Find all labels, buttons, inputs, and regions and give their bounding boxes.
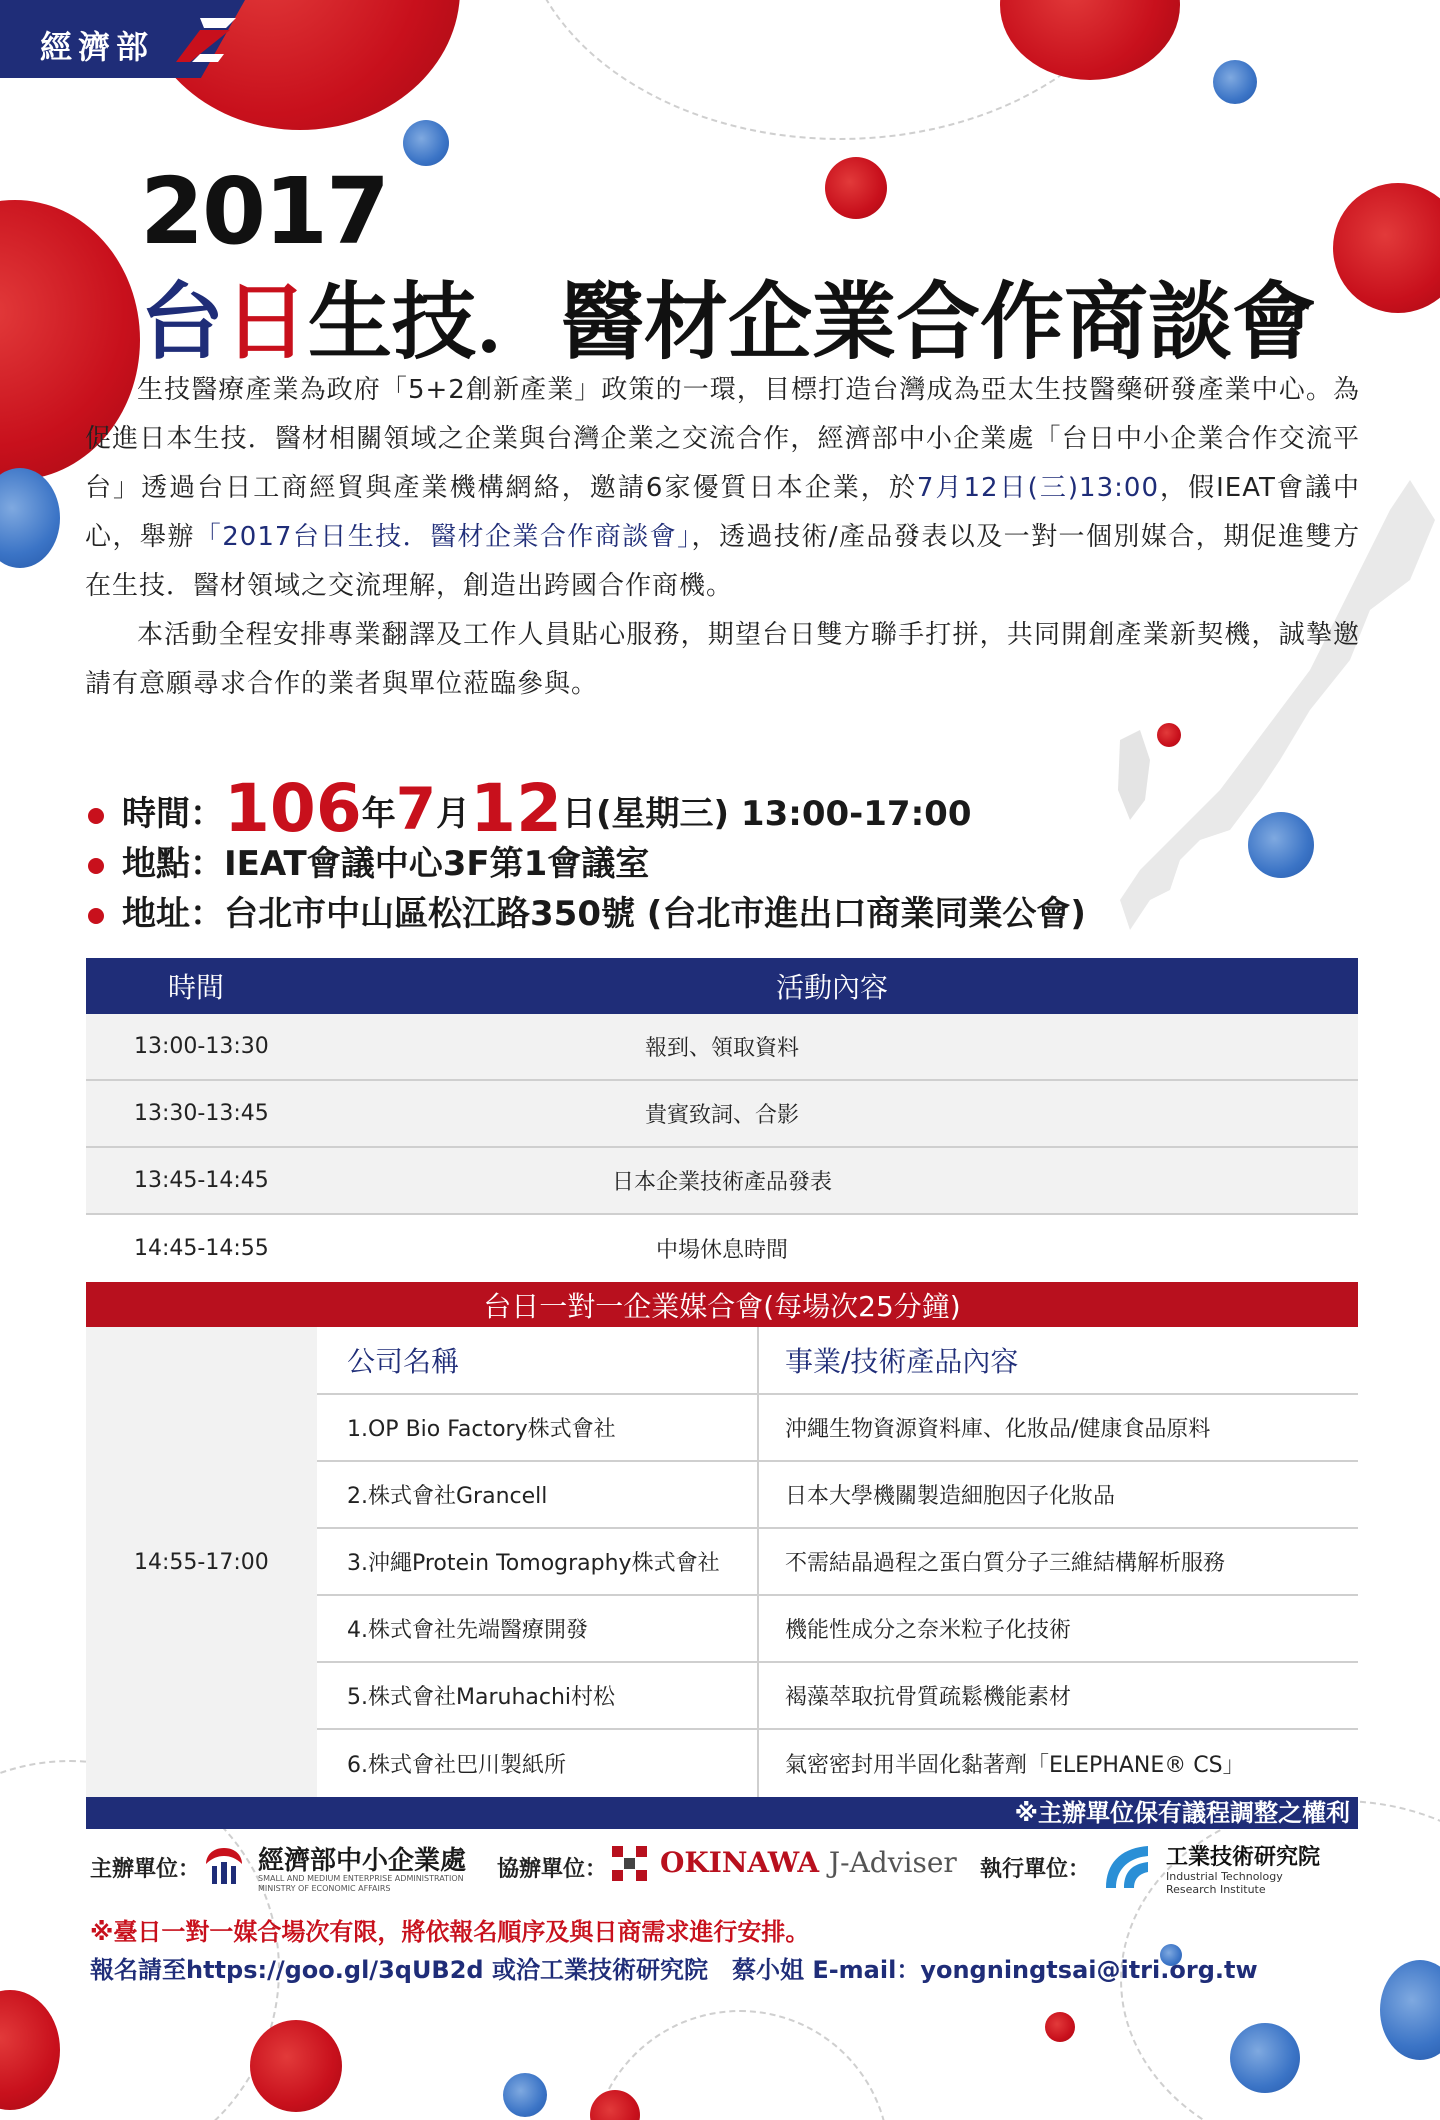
intro-highlight-date: 7月12日(三)13:00: [916, 473, 1159, 503]
co-organizer-label: 協辦單位：: [497, 1857, 608, 1882]
company-product: 氣密密封用半固化黏著劑「ELEPHANE® CS」: [785, 1753, 1245, 1778]
bullet-icon: [88, 908, 104, 924]
company-product: 沖繩生物資源資料庫、化妝品/健康食品原料: [785, 1417, 1211, 1442]
info-time-rest: 日(星期三) 13:00-17:00: [562, 794, 972, 834]
ministry-name: 經濟部: [40, 28, 155, 66]
intro-text-segment: ，假IEAT會議中心，舉辦: [85, 473, 1360, 552]
co-organizer-name: [660, 1846, 957, 1879]
schedule-header-time: 時間: [167, 971, 224, 1004]
host-subtitle: SMALL AND MEDIUM ENTERPRISE ADMINISTRATION MINISTRY OF ECONOMIC AFFAIRS: [258, 1874, 464, 1893]
company-name: 4.株式會社先端醫療開發: [317, 1596, 759, 1661]
info-time-month: 7: [395, 775, 437, 843]
info-place: [88, 836, 649, 885]
company-row: [317, 1529, 1358, 1596]
company-name: 1.OP Bio Factory株式會社: [317, 1395, 759, 1460]
decor-red-dot: [250, 2020, 342, 2112]
decor-red-dot: [1045, 2012, 1075, 2042]
decor-blue-dot: [0, 468, 60, 568]
matching-header-product: 事業/技術產品內容: [785, 1345, 1019, 1378]
decor-blue-dot: [1230, 2023, 1300, 2093]
schedule-table: [86, 958, 1358, 1829]
matching-time: 14:55-17:00: [86, 1327, 317, 1797]
company-name: 3.沖繩Protein Tomography株式會社: [317, 1529, 759, 1594]
intro-text: [85, 366, 1360, 709]
intro-paragraph-1: [85, 366, 1360, 611]
executor-name: 工業技術研究院: [1166, 1845, 1321, 1870]
row-content: 貴賓致詞、合影: [644, 1103, 799, 1128]
company-product: 不需結晶過程之蛋白質分子三維結構解析服務: [785, 1551, 1226, 1576]
info-address: [88, 886, 1086, 935]
schedule-header-content: 活動內容: [775, 971, 888, 1004]
info-time-label: 時間：: [122, 794, 224, 834]
info-time-year-unit: 年: [361, 794, 396, 834]
company-product: 日本大學機關製造細胞因子化妝品: [785, 1484, 1116, 1509]
matching-section: [86, 1327, 1358, 1797]
sme-administration-logo-icon: [198, 1844, 250, 1888]
company-row: [317, 1462, 1358, 1529]
page-title: [140, 255, 1316, 376]
decor-blue-dot: [503, 2073, 547, 2117]
row-content: 日本企業技術產品發表: [611, 1170, 832, 1195]
bullet-icon: [88, 858, 104, 874]
okinawa-logo-icon: [612, 1846, 648, 1882]
company-row: [317, 1596, 1358, 1663]
title-tai: 台: [140, 273, 225, 371]
host-label: 主辦單位：: [90, 1857, 201, 1882]
okinawa-word: OKINAWA: [660, 1846, 820, 1879]
matching-header: [317, 1327, 1358, 1395]
executor-subtitle-line: Industrial Technology: [1166, 1870, 1283, 1883]
title-ri: 日: [224, 273, 309, 371]
info-address-value: 台北市中山區松江路350號 (台北市進出口商業同業公會): [224, 894, 1086, 934]
table-row: [86, 1148, 1358, 1215]
decor-blue-dot: [1213, 60, 1257, 104]
info-place-label: 地點：: [122, 844, 224, 884]
executor-subtitle: [1166, 1870, 1283, 1896]
company-name: 6.株式會社巴川製紙所: [317, 1730, 759, 1797]
matching-table: [317, 1327, 1358, 1797]
company-name: 5.株式會社Maruhachi村松: [317, 1663, 759, 1728]
title-rest: 生技．醫材企業合作商談會: [308, 273, 1317, 371]
matching-banner: 台日一對一企業媒合會(每場次25分鐘): [86, 1282, 1358, 1327]
matching-header-company: 公司名稱: [317, 1327, 759, 1393]
ministry-logo-icon: [170, 14, 240, 66]
itri-logo-icon: [1098, 1842, 1154, 1892]
row-time: 14:45-14:55: [134, 1236, 269, 1261]
intro-text-segment: 生技醫療產業為政府「5+2創新產業」政策的一環，目標打造台灣成為亞太生技醫藥研發產業中心。為促進日本生技．醫材相關領域之企業與台灣企業之交流合作，經濟部中小企業處「台日中小企業合作交流平台」透過台日工商經貿與產業機構網絡，邀請6家優質日本企業，於: [85, 375, 1360, 503]
company-row: [317, 1663, 1358, 1730]
row-content: 中場休息時間: [655, 1238, 788, 1263]
info-place-value: IEAT會議中心3F第1會議室: [224, 844, 650, 884]
intro-paragraph-2: 本活動全程安排專業翻譯及工作人員貼心服務，期望台日雙方聯手打拼，共同開創產業新契機，誠摯邀請有意願尋求合作的業者與單位蒞臨參與。: [85, 620, 1360, 699]
registration-note: 報名請至https://goo.gl/3qUB2d 或洽工業技術研究院 蔡小姐 E-mail：yongningtsai@itri.org.tw: [90, 1956, 1258, 1984]
decor-red-dot: [825, 157, 887, 219]
matching-limit-note: ※臺日一對一媒合場次有限，將依報名順序及與日商需求進行安排。: [90, 1918, 810, 1946]
bullet-icon: [88, 808, 104, 824]
info-time-day: 12: [470, 770, 562, 847]
title-year: 2017: [140, 158, 389, 265]
table-row: [86, 1215, 1358, 1282]
info-time-year: 106: [224, 770, 362, 847]
row-content: 報到、領取資料: [644, 1036, 799, 1061]
host-name: 經濟部中小企業處: [258, 1846, 467, 1876]
info-time-month-unit: 月: [436, 794, 471, 834]
info-address-label: 地址：: [122, 894, 224, 934]
j-adviser-word: J-Adviser: [828, 1846, 957, 1879]
company-name: 2.株式會社Grancell: [317, 1462, 759, 1527]
schedule-footer-note: ※主辦單位保有議程調整之權利: [86, 1797, 1358, 1829]
intro-text-segment: ，透過技術/產品發表以及一對一個別媒合，期促進雙方在生技．醫材領域之交流理解，創造出跨國合作商機。: [85, 522, 1360, 601]
executor-label: 執行單位：: [980, 1857, 1091, 1882]
decor-blue-dot: [403, 120, 449, 166]
company-row: [317, 1730, 1358, 1797]
table-row: [86, 1081, 1358, 1148]
intro-highlight-event: 「2017台日生技．醫材企業合作商談會」: [194, 522, 692, 552]
executor-subtitle-line: Research Institute: [1166, 1883, 1266, 1896]
table-row: [86, 1014, 1358, 1081]
company-product: 褐藻萃取抗骨質疏鬆機能素材: [785, 1685, 1072, 1710]
row-time: 13:00-13:30: [134, 1034, 269, 1059]
schedule-header: [86, 958, 1358, 1014]
company-product: 機能性成分之奈米粒子化技術: [785, 1618, 1072, 1643]
row-time: 13:45-14:45: [134, 1168, 269, 1193]
company-row: [317, 1395, 1358, 1462]
decor-red-dot: [1333, 183, 1440, 313]
row-time: 13:30-13:45: [134, 1101, 269, 1126]
